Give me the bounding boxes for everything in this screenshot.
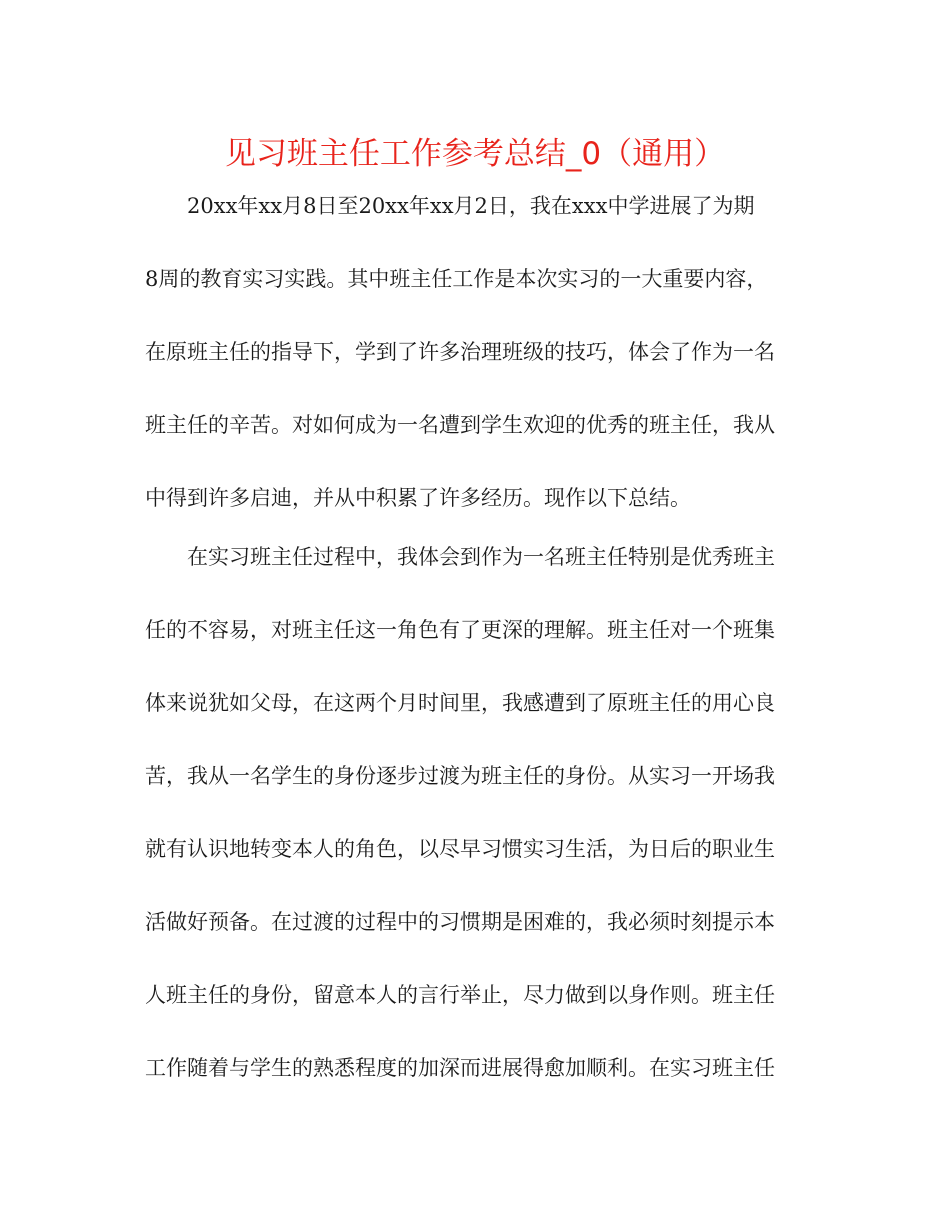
paragraph-2-line-4: 苦，我从一名学生的身份逐步过渡为班主任的身份。从实习一开场我 — [145, 764, 775, 788]
paragraph-1-line-1: 20xx年xx月8日至20xx年xx月2日，我在xxx中学进展了为期 — [187, 194, 755, 218]
paragraph-1-line-3: 在原班主任的指导下，学到了许多治理班级的技巧，体会了作为一名 — [145, 340, 775, 364]
paragraph-1-line-5: 中得到许多启迪，并从中积累了许多经历。现作以下总结。 — [145, 486, 691, 510]
paragraph-2-line-3: 体来说犹如父母，在这两个月时间里，我感遭到了原班主任的用心良 — [145, 691, 775, 715]
paragraph-2-line-1: 在实习班主任过程中，我体会到作为一名班主任特别是优秀班主 — [187, 545, 775, 569]
paragraph-2-line-2: 任的不容易，对班主任这一角色有了更深的理解。班主任对一个班集 — [145, 618, 775, 642]
paragraph-2-line-6: 活做好预备。在过渡的过程中的习惯期是困难的，我必须时刻提示本 — [145, 910, 775, 934]
paragraph-2-line-7: 人班主任的身份，留意本人的言行举止，尽力做到以身作则。班主任 — [145, 983, 775, 1007]
paragraph-1-line-2: 8周的教育实习实践。其中班主任工作是本次实习的一大重要内容， — [145, 267, 768, 291]
document-title: 见习班主任工作参考总结_0（通用） — [224, 136, 726, 172]
paragraph-1-line-4: 班主任的辛苦。对如何成为一名遭到学生欢迎的优秀的班主任，我从 — [145, 413, 775, 437]
paragraph-2-line-5: 就有认识地转变本人的角色，以尽早习惯实习生活，为日后的职业生 — [145, 837, 775, 861]
paragraph-2-line-8: 工作随着与学生的熟悉程度的加深而进展得愈加顺利。在实习班主任 — [145, 1056, 775, 1080]
